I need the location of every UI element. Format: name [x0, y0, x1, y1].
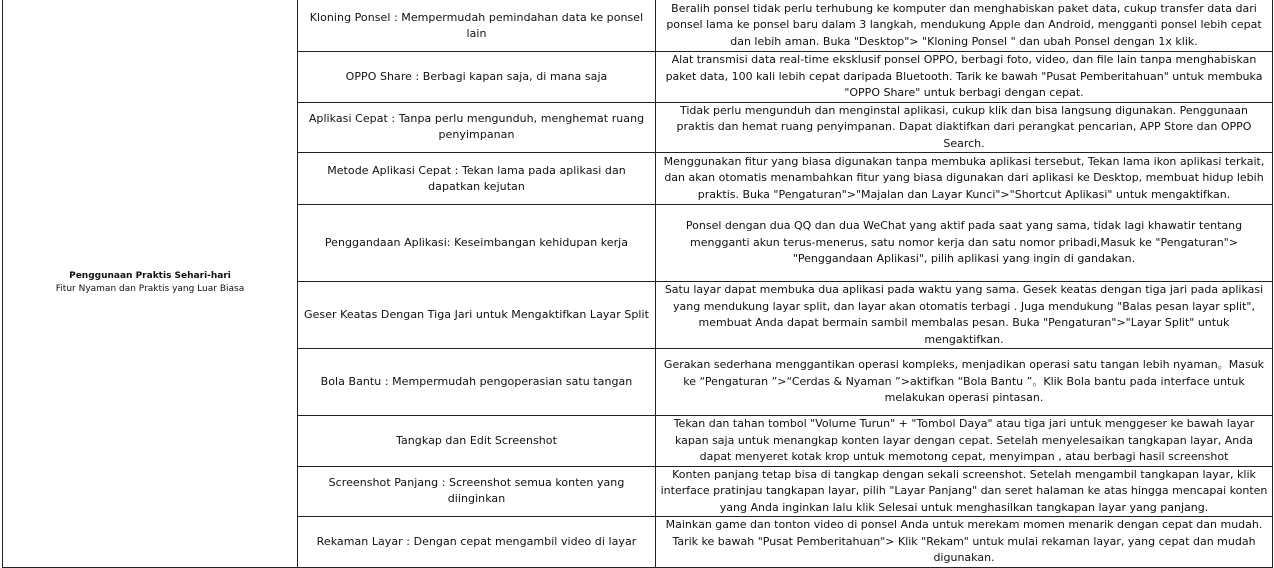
description-cell[interactable]: Menggunakan fitur yang biasa digunakan tanpa membuka aplikasi tersebut, Tekan lama ikon aplikasi terkait, dan akan otomatis menambahkan fitur yang biasa digunakan dari aplikasi ke Desktop, membuat hidup lebih praktis. Buka "Pengaturan">"Majalan dan Layar Kunci">"Shortcut Aplikasi" untuk mengaktifkan.: [656, 153, 1273, 205]
category-subtitle: Fitur Nyaman dan Praktis yang Luar Biasa: [55, 284, 245, 295]
category-title: Penggunaan Praktis Sehari-hari: [69, 271, 231, 282]
feature-cell[interactable]: Tangkap dan Edit Screenshot: [298, 416, 656, 467]
description-cell[interactable]: Tekan dan tahan tombol "Volume Turun" + "Tombol Daya" atau tiga jari untuk menggeser ke bawah layar kapan saja untuk menangkap konten layar dengan cepat. Setelah menyelesaikan tangkapan layar, Anda dapat menyeret kotak krop untuk memotong cepat, menyimpan , atau berbagi hasil screenshot: [656, 416, 1273, 467]
feature-cell[interactable]: Penggandaan Aplikasi: Keseimbangan kehidupan kerja: [298, 205, 656, 282]
table-row: [3, 0, 1273, 52]
features-table: [2, 0, 1273, 568]
description-cell[interactable]: Konten panjang tetap bisa di tangkap dengan sekali screenshot. Setelah mengambil tangkapan layar, klik interface pratinjau tangkapan layar, pilih "Layar Panjang" dan seret halaman ke atas hingga mencapai konten yang Anda inginkan lalu klik Selesai untuk menghasilkan tangkapan layar yang panjang.: [656, 466, 1273, 517]
category-cell[interactable]: [3, 0, 298, 567]
description-cell[interactable]: Satu layar dapat membuka dua aplikasi pada waktu yang sama. Gesek keatas dengan tiga jari pada aplikasi yang mendukung layar split, dan layar akan otomatis terbagi . Juga mendukung "Balas pesan layar split", membuat Anda dapat bermain sambil membalas pesan. Buka "Pengaturan">"Layar Split" untuk mengaktifkan.: [656, 282, 1273, 349]
feature-cell[interactable]: Bola Bantu : Mempermudah pengoperasian satu tangan: [298, 349, 656, 416]
description-cell[interactable]: Alat transmisi data real-time eksklusif ponsel OPPO, berbagi foto, video, dan file lain tanpa menghabiskan paket data, 100 kali lebih cepat daripada Bluetooth. Tarik ke bawah "Pusat Pemberitahuan" untuk membuka "OPPO Share" untuk berbagi dengan cepat.: [656, 52, 1273, 103]
feature-cell[interactable]: Kloning Ponsel : Mempermudah pemindahan data ke ponsel lain: [298, 0, 656, 52]
description-cell[interactable]: Mainkan game dan tonton video di ponsel Anda untuk merekam momen menarik dengan cepat dan mudah. Tarik ke bawah "Pusat Pemberitahuan"> Klik "Rekam" untuk mulai rekaman layar, yang cepat dan mudah digunakan.: [656, 517, 1273, 568]
description-cell[interactable]: Ponsel dengan dua QQ dan dua WeChat yang aktif pada saat yang sama, tidak lagi khawatir tentang mengganti akun terus-menerus, satu nomor kerja dan satu nomor pribadi,Masuk ke "Pengaturan"> "Penggandaan Aplikasi", pilih aplikasi yang ingin di gandakan.: [656, 205, 1273, 282]
description-cell[interactable]: Beralih ponsel tidak perlu terhubung ke komputer dan menghabiskan paket data, cukup transfer data dari ponsel lama ke ponsel baru dalam 3 langkah, mendukung Apple dan Android, mengganti ponsel lebih cepat dan lebih aman. Buka "Desktop"> "Kloning Ponsel " dan ubah Ponsel dengan 1x klik.: [656, 0, 1273, 52]
feature-cell[interactable]: OPPO Share : Berbagi kapan saja, di mana saja: [298, 52, 656, 103]
feature-cell[interactable]: Rekaman Layar : Dengan cepat mengambil video di layar: [298, 517, 656, 568]
feature-cell[interactable]: Metode Aplikasi Cepat : Tekan lama pada aplikasi dan dapatkan kejutan: [298, 153, 656, 205]
feature-cell[interactable]: Geser Keatas Dengan Tiga Jari untuk Mengaktifkan Layar Split: [298, 282, 656, 349]
feature-cell[interactable]: Aplikasi Cepat : Tanpa perlu mengunduh, menghemat ruang penyimpanan: [298, 102, 656, 153]
feature-cell[interactable]: Screenshot Panjang : Screenshot semua konten yang diinginkan: [298, 466, 656, 517]
description-cell[interactable]: Tidak perlu mengunduh dan menginstal aplikasi, cukup klik dan bisa langsung digunakan. Penggunaan praktis dan hemat ruang penyimpanan. Dapat diaktifkan dari perangkat pencarian, APP Store dan OPPO Search.: [656, 102, 1273, 153]
description-cell[interactable]: Gerakan sederhana menggantikan operasi kompleks, menjadikan operasi satu tangan lebih nyaman。Masuk ke “Pengaturan ”>“Cerdas & Nyaman ”>aktifkan “Bola Bantu ”。Klik Bola bantu pada interface untuk melakukan operasi pintasan.: [656, 349, 1273, 416]
